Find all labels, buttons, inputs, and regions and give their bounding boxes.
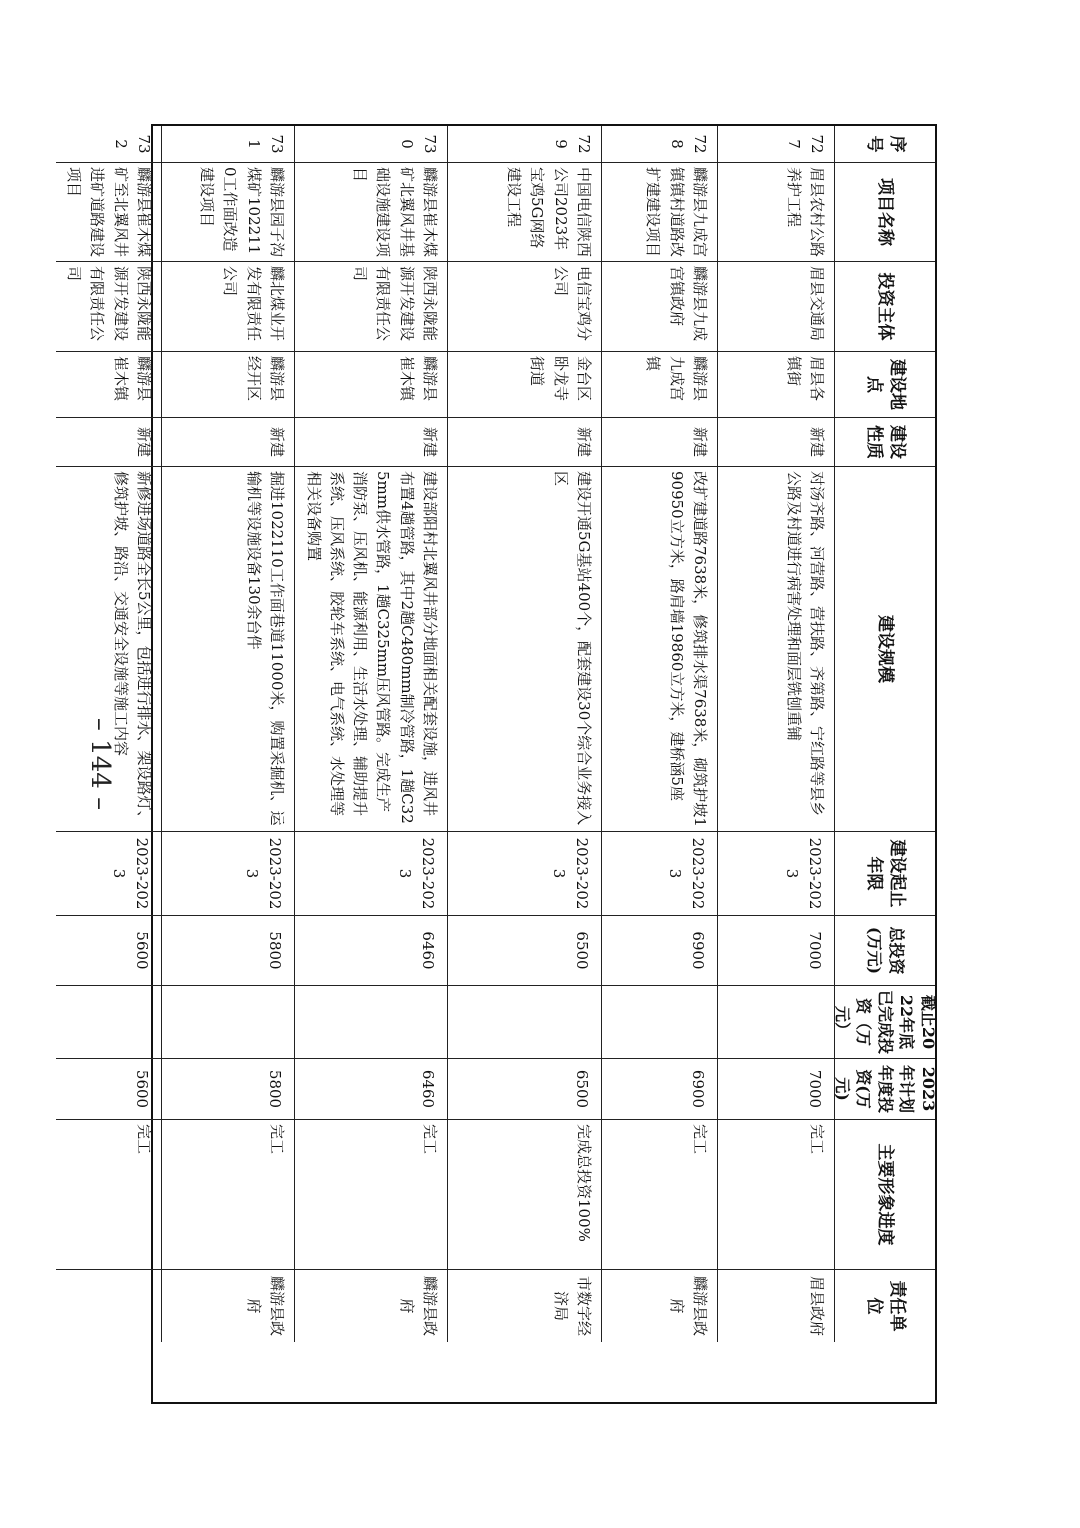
row-scale: 掘进1022110工作面巷道11000米，购置采掘机、运输机等设施设备130余台件 xyxy=(161,467,294,832)
row-location: 麟游县崔木镇 xyxy=(56,352,161,418)
row-location: 麟游县经开区 xyxy=(161,352,294,418)
row-total: 6500 xyxy=(447,916,601,986)
row-progress: 完工 xyxy=(161,1120,294,1270)
row-investor: 麟游县九成宫镇政府 xyxy=(601,262,717,352)
row-period: 2023-2023 xyxy=(56,832,161,916)
row-investor: 陕西永陇能源开发建设有限责任公司 xyxy=(56,262,161,352)
row-nature: 新建 xyxy=(56,418,161,467)
row-completed xyxy=(56,986,161,1059)
row-investor: 电信宝鸡分公司 xyxy=(447,262,601,352)
row-name: 中国电信陕西公司2023年宝鸡5G网络建设工程 xyxy=(447,163,601,262)
row-period: 2023-2023 xyxy=(717,832,834,916)
header-progress: 主要形象进度 xyxy=(834,1120,935,1270)
header-unit: 责任单位 xyxy=(834,1270,935,1342)
row-period: 2023-2023 xyxy=(601,832,717,916)
row-completed xyxy=(447,986,601,1059)
row-name: 麟游县崔木煤矿至北翼风井进矿道路建设项目 xyxy=(56,163,161,262)
row-investor: 陕西永陇能源开发建设有限责任公司 xyxy=(294,262,447,352)
row-progress: 完工 xyxy=(717,1120,834,1270)
row-unit: 麟游县政府 xyxy=(294,1270,447,1342)
row-location: 麟游县九成宫镇 xyxy=(601,352,717,418)
row-name: 麟游县园子沟煤矿1022110工作面改造建设项目 xyxy=(161,163,294,262)
row-unit xyxy=(56,1270,161,1342)
row-total: 5600 xyxy=(56,916,161,986)
row-scale: 新修进场道路全长5公里，包括进行排水、架设路灯、修筑护坡、路沿、交通安全设施等施工内容 xyxy=(56,467,161,832)
row-total: 7000 xyxy=(717,916,834,986)
row-period: 2023-2023 xyxy=(294,832,447,916)
row-name: 麟游县九成宫镇镇村道路改扩建建设项目 xyxy=(601,163,717,262)
row-completed xyxy=(161,986,294,1059)
row-nature: 新建 xyxy=(294,418,447,467)
row-completed xyxy=(601,986,717,1059)
row-scale: 建设开通5G基站400个，配套建设30个综合业务接入区 xyxy=(447,467,601,832)
header-period: 建设起止年限 xyxy=(834,832,935,916)
row-name: 麟游县崔木煤矿北翼风井基础设施建设项目 xyxy=(294,163,447,262)
row-plan2023: 5800 xyxy=(161,1059,294,1120)
header-investor: 投资主体 xyxy=(834,262,935,352)
page-number-text: – 144 – xyxy=(85,717,115,811)
row-seq: 728 xyxy=(601,126,717,163)
row-plan2023: 5600 xyxy=(56,1059,161,1120)
row-nature: 新建 xyxy=(161,418,294,467)
row-completed xyxy=(717,986,834,1059)
header-total: 总投资(万元) xyxy=(834,916,935,986)
row-scale: 建设部阳村北翼风井部分地面相关配套设施，进风井布置4趟管路，其中2趟C480mm制冷管路，1趟C325mm供水管路，1趟C325mm压风管路。完成生产消防泵、压风机、能源利用、生活水处理、辅助提升系统、压风系统、胶轮车系统、电气系统、水处理等相关设备购置 xyxy=(294,467,447,832)
row-name: 眉县农村公路养护工程 xyxy=(717,163,834,262)
header-name: 项目名称 xyxy=(834,163,935,262)
row-plan2023: 6500 xyxy=(447,1059,601,1120)
row-completed xyxy=(294,986,447,1059)
row-progress: 完工 xyxy=(601,1120,717,1270)
header-nature: 建设性质 xyxy=(834,418,935,467)
row-scale: 改扩建道路7638米，修筑排水渠7638米，砌筑护坡190950立方米，路肩墙19860立方米，建桥涵5座 xyxy=(601,467,717,832)
row-period: 2023-2023 xyxy=(447,832,601,916)
header-location: 建设地点 xyxy=(834,352,935,418)
row-unit: 市数字经济局 xyxy=(447,1270,601,1342)
row-investor: 麟北煤业开发有限责任公司 xyxy=(161,262,294,352)
row-seq: 729 xyxy=(447,126,601,163)
row-progress: 完成总投资100% xyxy=(447,1120,601,1270)
row-total: 6460 xyxy=(294,916,447,986)
row-nature: 新建 xyxy=(717,418,834,467)
header-scale: 建设规模 xyxy=(834,467,935,832)
row-seq: 727 xyxy=(717,126,834,163)
row-period: 2023-2023 xyxy=(161,832,294,916)
header-completed: 截止2022年底已完成投资（万元） xyxy=(834,986,935,1059)
row-progress: 完工 xyxy=(294,1120,447,1270)
header-plan2023: 2023年计划年度投资(万元) xyxy=(834,1059,935,1120)
row-location: 眉县各镇街 xyxy=(717,352,834,418)
row-investor: 眉县交通局 xyxy=(717,262,834,352)
row-unit: 麟游县政府 xyxy=(601,1270,717,1342)
row-plan2023: 7000 xyxy=(717,1059,834,1120)
row-plan2023: 6460 xyxy=(294,1059,447,1120)
row-seq: 731 xyxy=(161,126,294,163)
row-seq: 732 xyxy=(56,126,161,163)
row-total: 6900 xyxy=(601,916,717,986)
row-progress: 完工 xyxy=(56,1120,161,1270)
row-scale: 对汤齐路、河营路、营扶路、齐第路、宁红路等县乡公路及村道进行病害处理和面层铣刨重铺 xyxy=(717,467,834,832)
row-seq: 730 xyxy=(294,126,447,163)
row-location: 金台区卧龙寺街道 xyxy=(447,352,601,418)
row-nature: 新建 xyxy=(601,418,717,467)
row-total: 5800 xyxy=(161,916,294,986)
row-nature: 新建 xyxy=(447,418,601,467)
row-plan2023: 6900 xyxy=(601,1059,717,1120)
header-seq: 序号 xyxy=(834,126,935,163)
row-location: 麟游县崔木镇 xyxy=(294,352,447,418)
row-unit: 眉县政府 xyxy=(717,1270,834,1342)
row-unit: 麟游县政府 xyxy=(161,1270,294,1342)
